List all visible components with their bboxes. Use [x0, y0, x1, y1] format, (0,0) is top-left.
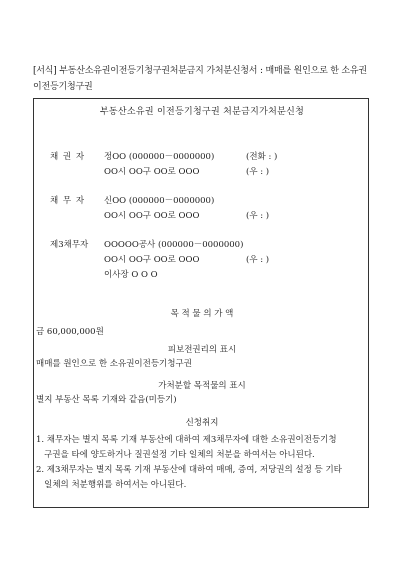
- creditor-zip: (우 : ): [246, 167, 270, 177]
- value-heading: 목 적 물 의 가 액: [170, 309, 234, 319]
- debtor-address: OO시 OO구 OO로 OOO: [104, 211, 200, 221]
- third-debtor-zip: (우 : ): [246, 255, 270, 265]
- application-form: [33, 98, 369, 508]
- value-amount: 금 60,000,000원: [36, 327, 104, 337]
- third-debtor-label: 제3채무자: [50, 240, 89, 250]
- purpose-item-line: 2. 제3채무자는 별지 목록 기재 부동산에 대하여 매매, 증여, 저당권의 설정 등 기타: [36, 465, 342, 475]
- creditor-name: 정OO (000000－0000000): [104, 152, 215, 162]
- creditor-phone: (전화 : ): [246, 152, 278, 162]
- third-debtor-address: OO시 OO구 OO로 OOO: [104, 255, 200, 265]
- purpose-item-line: 일체의 처분행위를 하여서는 아니된다.: [36, 480, 187, 490]
- debtor-label: 채 무 자: [50, 196, 86, 206]
- debtor-zip: (우 : ): [246, 211, 270, 221]
- creditor-label: 채 권 자: [50, 152, 86, 162]
- third-debtor-name: OOOOO공사 (000000－0000000): [104, 240, 244, 250]
- third-debtor-representative: 이사장 O O O: [104, 270, 158, 280]
- purpose-item-line: 구권을 타에 양도하거나 질권설정 기타 일체의 처분을 하여서는 아니된다.: [36, 450, 315, 460]
- object-text: 별지 부동산 목록 기재와 같음(미등기): [36, 395, 177, 405]
- object-heading: 가처분할 목적물의 표시: [158, 381, 246, 391]
- debtor-name: 신OO (000000－0000000): [104, 196, 215, 206]
- protected-right-heading: 피보전권리의 표시: [167, 345, 237, 355]
- purpose-item-line: 1. 채무자는 별지 목록 기재 부동산에 대하여 제3채무자에 대한 소유권이전등기청: [36, 435, 337, 445]
- protected-right-text: 매매를 원인으로 한 소유권이전등기청구권: [36, 359, 192, 369]
- purpose-heading: 신청취지: [185, 418, 219, 428]
- form-title: 부동산소유권 이전등기청구권 처분금지가처분신청: [99, 107, 305, 117]
- creditor-address: OO시 OO구 OO로 OOO: [104, 167, 200, 177]
- document-caption: [서식] 부동산소유권이전등기청구권처분금지 가처분신청서 : 매매를 원인으로 한 소유권이전등기청구권: [33, 66, 367, 92]
